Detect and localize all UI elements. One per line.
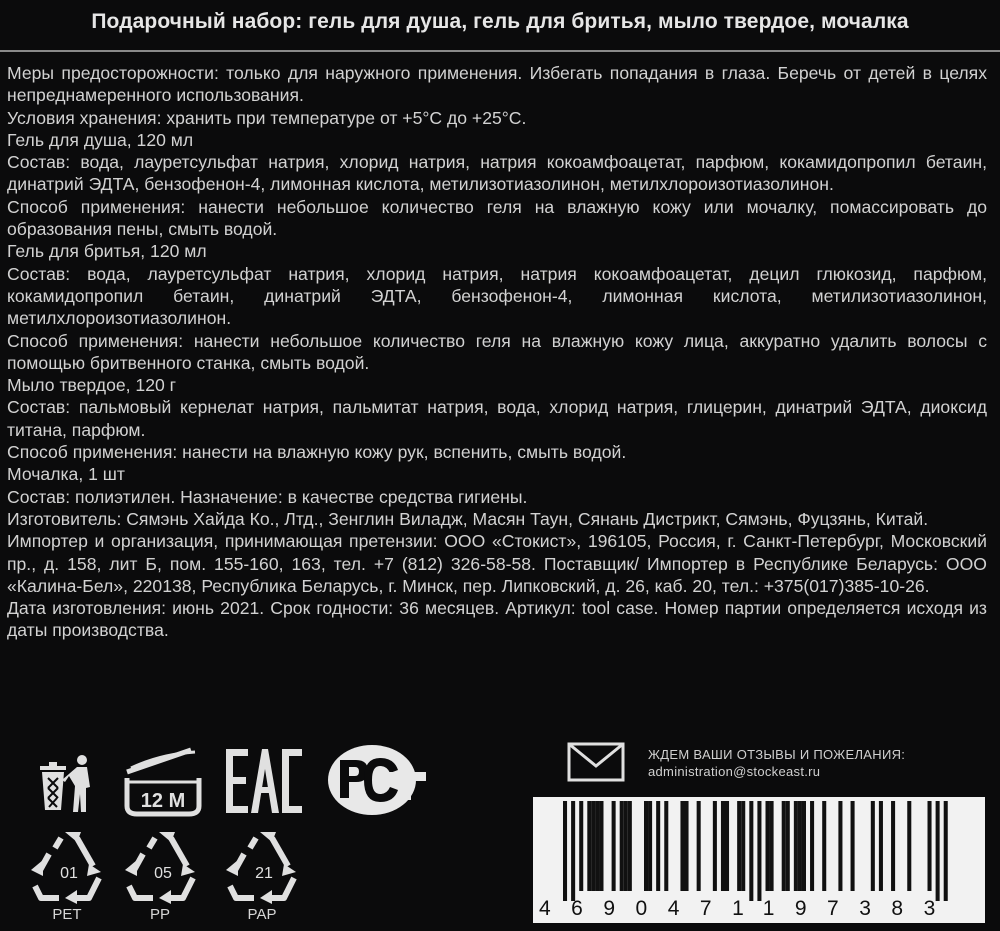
barcode-bar bbox=[628, 801, 632, 891]
label-paragraph: Состав: пальмовый кернелат натрия, пальмитат натрия, вода, хлорид натрия, глицерин, динатрий ЭДТА, диоксид титана, парфюм. bbox=[7, 397, 987, 440]
barcode-guard-bar bbox=[944, 801, 948, 901]
barcode-bar bbox=[579, 801, 583, 891]
feedback-title: ЖДЕМ ВАШИ ОТЗЫВЫ И ПОЖЕЛАНИЯ: bbox=[648, 747, 906, 762]
barcode-bar bbox=[766, 801, 770, 891]
label-paragraph: Способ применения: нанести небольшое количество геля на влажную кожу или мочалку, помассировать до образования пены, смыть водой. bbox=[7, 196, 987, 240]
recycle-pap-icon bbox=[222, 828, 306, 904]
dispose-trash-icon bbox=[34, 752, 98, 814]
label-paragraph: Способ применения: нанести небольшое количество геля на влажную кожу лица, аккуратно удалить волосы с помощью бритвенного станка, смыть водой. bbox=[7, 330, 987, 373]
recycle-code: 21 bbox=[255, 865, 273, 882]
barcode-bar bbox=[928, 801, 932, 891]
barcode-bars bbox=[533, 801, 985, 901]
barcode-bar bbox=[798, 801, 802, 891]
barcode-bar bbox=[595, 801, 599, 891]
recycle-code: 05 bbox=[154, 865, 172, 882]
barcode-bar bbox=[741, 801, 745, 891]
barcode-bar bbox=[794, 801, 798, 891]
barcode-bar bbox=[891, 801, 895, 891]
barcode-bar bbox=[664, 801, 668, 891]
barcode bbox=[533, 797, 985, 923]
barcode-bar bbox=[648, 801, 652, 891]
barcode-bar bbox=[587, 801, 591, 891]
label-paragraph: Гель для бритья, 120 мл bbox=[7, 241, 207, 262]
label-paragraph: Меры предосторожности: только для наружного применения. Избегать попадания в глаза. Беречь от детей в целях непреднамеренного использования. bbox=[7, 63, 987, 106]
barcode-guard-bar bbox=[757, 801, 761, 901]
barcode-bar bbox=[685, 801, 689, 891]
recycle-pp-icon bbox=[121, 828, 205, 904]
barcode-bar bbox=[782, 801, 786, 891]
barcode-bar bbox=[770, 801, 774, 891]
barcode-bar bbox=[624, 801, 628, 891]
barcode-bar bbox=[680, 801, 684, 891]
barcode-bar bbox=[644, 801, 648, 891]
barcode-bar bbox=[786, 801, 790, 891]
recycle-pp-label: PP bbox=[149, 906, 170, 923]
barcode-bar bbox=[620, 801, 624, 891]
barcode-bar bbox=[737, 801, 741, 891]
recycle-pet-icon bbox=[27, 828, 111, 904]
title-divider bbox=[0, 50, 1000, 52]
label-paragraph: Состав: вода, лауретсульфат натрия, хлорид натрия, натрия кокоамфоацетат, децил глюкозид, парфюм, кокамидопропил бетаин, динатрий ЭДТА, бензофенон-4, лимонная кислота, метилизотиазолинон, метилхлороизотиазолинон. bbox=[7, 263, 987, 329]
pao-jar-icon bbox=[121, 742, 205, 818]
barcode-bar bbox=[879, 801, 883, 891]
barcode-bar bbox=[599, 801, 603, 891]
label-paragraph: Импортер и организация, принимающая претензии: ООО «Стокист», 196105, Россия, г. Санкт-Петербург, Московский пр., д. 158, лит Б, пом. 155-160, 163, тел. +7 (812) 326-58-58. Поставщик/ Импортер в Республике Беларусь: ООО «Калина-Бел», 220138, Республика Беларусь, г. Минск, пер. Липковский, д. 26, каб. 20, тел.: +375(017)385-10-26. bbox=[7, 531, 987, 596]
label-paragraph: Изготовитель: Сямэнь Хайда Ко., Лтд., Зенглин Виладж, Масян Таун, Сянань Дистрикт, Сямэнь, Фуцзянь, Китай. bbox=[7, 508, 929, 529]
pct-mark-icon bbox=[320, 742, 428, 818]
label-paragraph: Гель для душа, 120 мл bbox=[7, 129, 194, 150]
barcode-bar bbox=[822, 801, 826, 891]
barcode-bar bbox=[591, 801, 595, 891]
barcode-bar bbox=[725, 801, 729, 891]
barcode-bar bbox=[871, 801, 875, 891]
envelope-icon bbox=[567, 742, 625, 782]
barcode-bar bbox=[656, 801, 660, 891]
recycle-pap-label: PAP bbox=[247, 906, 277, 923]
label-paragraph: Мыло твердое, 120 г bbox=[7, 375, 177, 396]
label-paragraph: Дата изготовления: июнь 2021. Срок годности: 36 месяцев. Артикул: tool case. Номер партии определяется исходя из даты производства. bbox=[7, 598, 987, 641]
label-paragraph: Мочалка, 1 шт bbox=[7, 464, 125, 485]
barcode-bar bbox=[907, 801, 911, 891]
label-paragraph: Способ применения: нанести на влажную кожу рук, вспенить, смыть водой. bbox=[7, 442, 627, 463]
barcode-digits: 4690471197383 bbox=[539, 897, 956, 920]
barcode-bar bbox=[851, 801, 855, 891]
label-paragraph: Состав: вода, лауретсульфат натрия, хлорид натрия, натрия кокоамфоацетат, парфюм, кокамидопропил бетаин, динатрий ЭДТА, бензофенон-4, лимонная кислота, метилизотиазолинон, метилхлороизотиазолинон. bbox=[7, 152, 987, 195]
recycle-pet-label: PET bbox=[52, 906, 82, 923]
product-title: Подарочный набор: гель для душа, гель для бритья, мыло твердое, мочалка bbox=[91, 10, 909, 33]
barcode-bar bbox=[721, 801, 725, 891]
label-paragraph: Условия хранения: хранить при температуре от +5°С до +25°С. bbox=[7, 107, 527, 128]
eac-mark-icon bbox=[224, 745, 304, 817]
barcode-bar bbox=[612, 801, 616, 891]
recycle-code: 01 bbox=[60, 865, 78, 882]
barcode-bar bbox=[802, 801, 806, 891]
barcode-guard-bar bbox=[936, 801, 940, 901]
barcode-guard-bar bbox=[571, 801, 575, 901]
feedback-email: administration@stockeast.ru bbox=[648, 764, 821, 779]
barcode-guard-bar bbox=[749, 801, 753, 901]
label-paragraph: Состав: полиэтилен. Назначение: в качестве средства гигиены. bbox=[7, 486, 528, 507]
barcode-bar bbox=[697, 801, 701, 891]
label-text bbox=[7, 62, 987, 642]
barcode-bar bbox=[810, 801, 814, 891]
barcode-guard-bar bbox=[563, 801, 567, 901]
pao-label: 12 M bbox=[140, 790, 186, 812]
barcode-bar bbox=[713, 801, 717, 891]
barcode-bar bbox=[838, 801, 842, 891]
